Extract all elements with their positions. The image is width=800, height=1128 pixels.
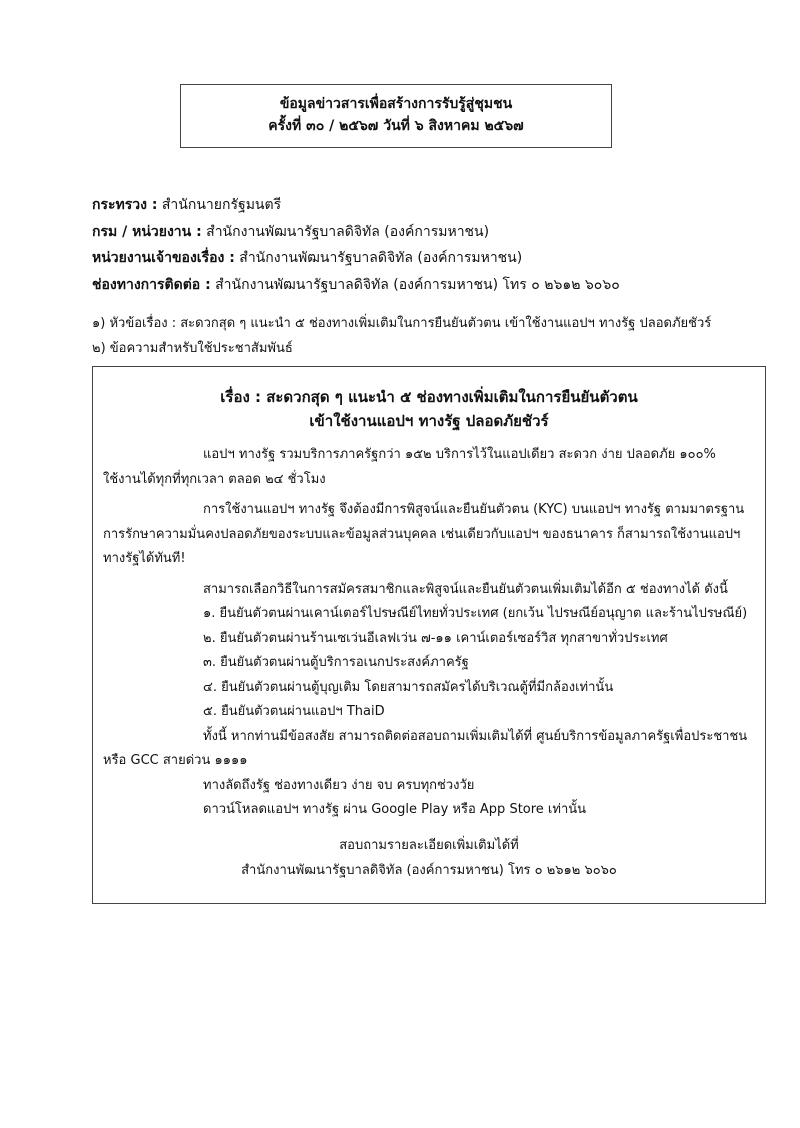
content-title [93,385,765,433]
list-item-5: ๕. ยืนยันตัวตนผ่านแอปฯ ThaiD [203,704,385,719]
meta-contact-value: สำนักงานพัฒนารัฐบาลดิจิทัล (องค์การมหาชน) โทร ๐ ๒๖๑๒ ๖๐๖๐ [210,276,620,293]
list-item-1: ๑. ยืนยันตัวตนผ่านเคาน์เตอร์ไปรษณีย์ไทยทั่วประเทศ (ยกเว้น ไปรษณีย์อนุญาต และร้านไปรษณีย์) [203,606,748,621]
header-issue: ครั้งที่ ๓๐ / ๒๕๖๗ วันที่ ๖ สิงหาคม ๒๕๖๗ [268,118,524,134]
header-title: ข้อมูลข่าวสารเพื่อสร้างการรับรู้สู่ชุมชน [279,96,513,112]
paragraph-5: ทางลัดถึงรัฐ ช่องทางเดียว ง่าย จบ ครบทุกช่วงวัย [203,777,475,793]
topic-pr-message: ๒) ข้อความสำหรับใช้ประชาสัมพันธ์ [92,341,293,356]
paragraph-1a: แอปฯ ทางรัฐ รวมบริการภาครัฐกว่า ๑๕๒ บริการไว้ในแอปเดียว สะดวก ง่าย ปลอดภัย ๑๐๐% [203,447,716,462]
meta-ministry-value: สำนักนายกรัฐมนตรี [157,197,282,213]
contact-footer [93,833,765,883]
paragraph-2a: การใช้งานแอปฯ ทางรัฐ จึงต้องมีการพิสูจน์และยืนยันตัวตน (KYC) บนแอปฯ ทางรัฐ ตามมาตรฐาน [203,502,745,517]
content-box [92,366,766,904]
contact-line2: สำนักงานพัฒนารัฐบาลดิจิทัล (องค์การมหาชน) โทร ๐ ๒๖๑๒ ๖๐๖๐ [241,863,617,878]
paragraph-1b: ใช้งานได้ทุกที่ทุกเวลา ตลอด ๒๔ ชั่วโมง [103,471,326,487]
meta-section [92,192,752,298]
topics-section [92,311,772,361]
topic-heading: ๑) หัวข้อเรื่อง : สะดวกสุด ๆ แนะนำ ๕ ช่องทางเพิ่มเติมในการยืนยันตัวตน เข้าใช้งานแอปฯ ทางรัฐ ปลอดภัยชัวร์ [92,316,712,331]
contact-line1: สอบถามรายละเอียดเพิ่มเติมได้ที่ [339,838,519,853]
paragraph-6: ดาวน์โหลดแอปฯ ทางรัฐ ผ่าน Google Play หรือ App Store เท่านั้น [203,802,587,817]
paragraph-4a: ทั้งนี้ หากท่านมีข้อสงสัย สามารถติดต่อสอบถามเพิ่มเติมได้ที่ ศูนย์บริการข้อมูลภาครัฐเพื่อประชาชน [203,728,748,744]
content-title-line2: เข้าใช้งานแอปฯ ทางรัฐ ปลอดภัยชัวร์ [309,412,549,430]
meta-owner [92,245,752,272]
content-body [103,443,759,823]
list-item-2: ๒. ยืนยันตัวตนผ่านร้านเซเว่นอีเลฟเว่น ๗-๑๑ เคาน์เตอร์เซอร์วิส ทุกสาขาทั่วประเทศ [203,630,668,646]
meta-department-label: กรม / หน่วยงาน : [92,223,202,240]
meta-contact-label: ช่องทางการติดต่อ : [92,276,211,293]
meta-ministry-label: กระทรวง : [92,197,158,213]
meta-owner-label: หน่วยงานเจ้าของเรื่อง : [92,250,235,266]
paragraph-2b: การรักษาความมั่นคงปลอดภัยของระบบและข้อมูลส่วนบุคคล เช่นเดียวกับแอปฯ ของธนาคาร ก็สามารถใช้งานแอปฯ [103,526,741,542]
meta-ministry [92,192,752,219]
paragraph-4b: หรือ GCC สายด่วน ๑๑๑๑ [103,753,248,768]
header-box [180,84,612,148]
paragraph-2c: ทางรัฐได้ทันที! [103,551,186,566]
list-item-3: ๓. ยืนยันตัวตนผ่านตู้บริการอเนกประสงค์ภาครัฐ [203,655,469,670]
list-item-4: ๔. ยืนยันตัวตนผ่านตู้บุญเติม โดยสามารถสมัครได้บริเวณตู้ที่มีกล้องเท่านั้น [203,679,614,695]
meta-owner-value: สำนักงานพัฒนารัฐบาลดิจิทัล (องค์การมหาชน) [234,250,523,266]
meta-department [92,219,752,246]
content-title-line1: เรื่อง : สะดวกสุด ๆ แนะนำ ๕ ช่องทางเพิ่มเติมในการยืนยันตัวตน [220,388,638,406]
paragraph-3: สามารถเลือกวิธีในการสมัครสมาชิกและพิสูจน์และยืนยันตัวตนเพิ่มเติมได้อีก ๕ ช่องทางได้ ดังนี้ [203,581,728,597]
meta-department-value: สำนักงานพัฒนารัฐบาลดิจิทัล (องค์การมหาชน) [201,223,490,240]
meta-contact [92,272,752,299]
